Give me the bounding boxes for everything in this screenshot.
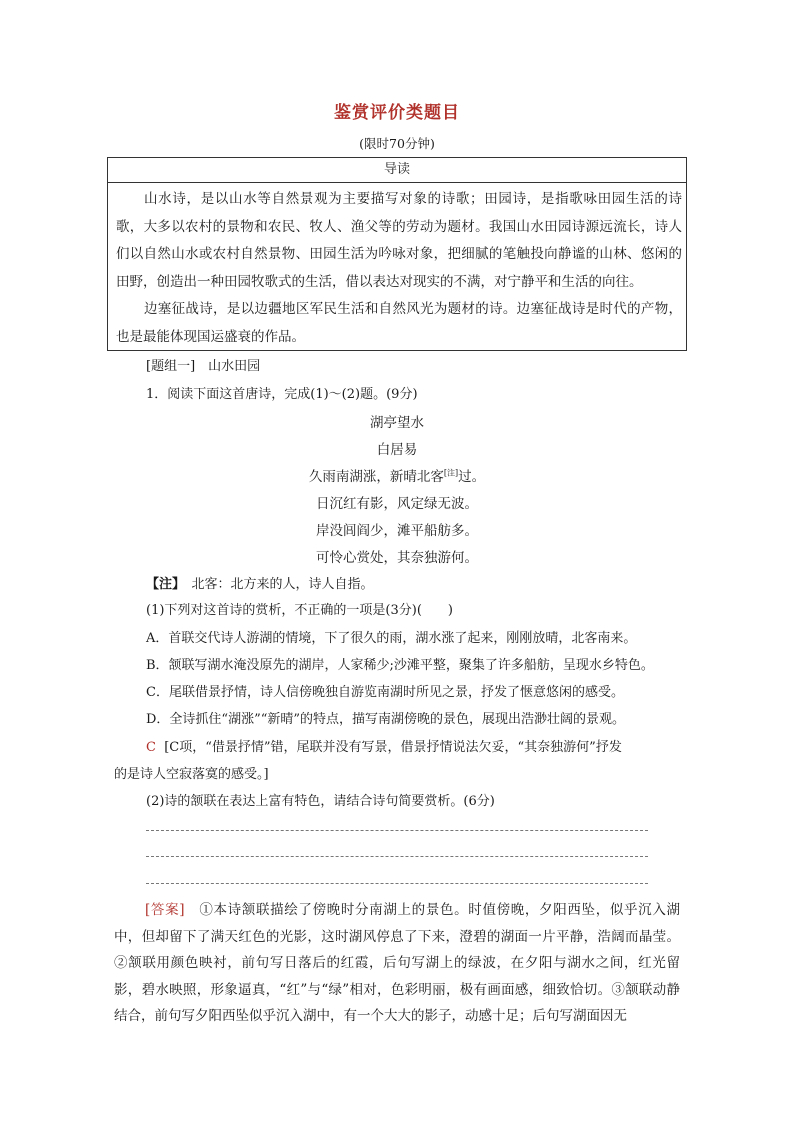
page-title: 鉴赏评价类题目 <box>334 103 460 123</box>
answer-blank-line-1 <box>146 830 648 831</box>
sub-question-1-stem: (1)下列对这首诗的赏析，不正确的一项是(3分)( ) <box>146 603 453 618</box>
option-c: C．尾联借景抒情，诗人信傍晚独自游览南湖时所见之景，抒发了惬意悠闲的感受。 <box>146 685 624 700</box>
answer-blank-line-2 <box>146 856 648 857</box>
poem-title: 湖亭望水 <box>370 415 424 431</box>
explanation-text-1: [C项，“借景抒情”错，尾联并没有写景，借景抒情说法欠妥，“其奈独游何”抒发 <box>164 740 622 755</box>
answer-tag: [答案] <box>145 902 185 918</box>
poem-line-1 <box>0 465 794 485</box>
option-a: A．首联交代诗人游湖的情境，下了很久的雨，湖水涨了起来，刚刚放晴，北客南来。 <box>146 631 637 646</box>
time-limit: (限时70分钟) <box>359 136 435 151</box>
guide-heading: 导读 <box>108 158 686 183</box>
option-d: D．全诗抓住“湖涨”“新晴”的特点，描写南湖傍晚的景色，展现出浩渺壮阔的景观。 <box>146 712 626 727</box>
poem-author: 白居易 <box>376 442 418 458</box>
poem-line-2: 日沉红有影，风定绿无波。 <box>316 496 478 512</box>
footnote-marker: [注] <box>443 468 459 478</box>
note-label: 【注】 <box>146 577 179 592</box>
answer-explanation-line-1 <box>146 736 622 755</box>
guide-paragraph-2: 边塞征战诗，是以边疆地区军民生活和自然风光为题材的诗。边塞征战诗是时代的产物，也是最能体现国运盛衰的作品。 <box>116 301 682 345</box>
poem-line-4: 可怜心赏处，其奈独游何。 <box>316 550 478 566</box>
model-answer <box>114 897 680 1030</box>
guide-box <box>107 157 687 351</box>
poem-line-1-end: 过。 <box>458 469 486 485</box>
option-b: B．颔联写湖水淹没原先的湖岸，人家稀少;沙滩平整，聚集了许多船舫，呈现水乡特色。 <box>146 658 654 673</box>
question-1-stem: 1．阅读下面这首唐诗，完成(1)～(2)题。(9分) <box>146 387 418 402</box>
answer-blank-line-3 <box>146 883 648 884</box>
answer-letter: C <box>146 740 156 755</box>
note-text: 北客：北方来的人，诗人自指。 <box>178 577 374 592</box>
answer-text: ①本诗颔联描绘了傍晚时分南湖上的景色。时值傍晚，夕阳西坠，似乎沉入湖中，但却留下了满天红色的光影，这时湖风停息了下来，澄碧的湖面一片平静，浩阔而晶莹。②颔联用颜色映衬，前句写日落后的红霞，后句写湖上的绿波，在夕阳与湖水之间，红光留影，碧水映照，形象逼真，“红”与“绿”相对，色彩明丽，极有画面感，细致恰切。③颔联动静结合，前句写夕阳西坠似乎沉入湖中，有一个大大的影子，动感十足；后句写湖面因无 <box>114 902 680 1024</box>
poem-line-1-start: 久雨南湖涨，新晴北客 <box>308 469 444 485</box>
sub-question-2-stem: (2)诗的颔联在表达上富有特色，请结合诗句简要赏析。(6分) <box>146 794 495 809</box>
poem-note <box>146 573 374 592</box>
question-group-label: [题组一] 山水田园 <box>146 359 261 374</box>
guide-body <box>116 186 682 351</box>
poem-line-3: 岸没闾阎少，滩平船舫多。 <box>316 523 478 539</box>
answer-explanation-line-2: 的是诗人空寂落寞的感受。] <box>114 767 269 782</box>
guide-paragraph-1: 山水诗，是以山水等自然景观为主要描写对象的诗歌；田园诗，是指歌咏田园生活的诗歌，大多以农村的景物和农民、牧人、渔父等的劳动为题材。我国山水田园诗源远流长，诗人们以自然山水或农村自然景物、田园生活为吟咏对象，把细腻的笔触投向静谧的山林、悠闲的田野，创造出一种田园牧歌式的生活，借以表达对现实的不满，对宁静平和生活的向往。 <box>116 191 682 290</box>
